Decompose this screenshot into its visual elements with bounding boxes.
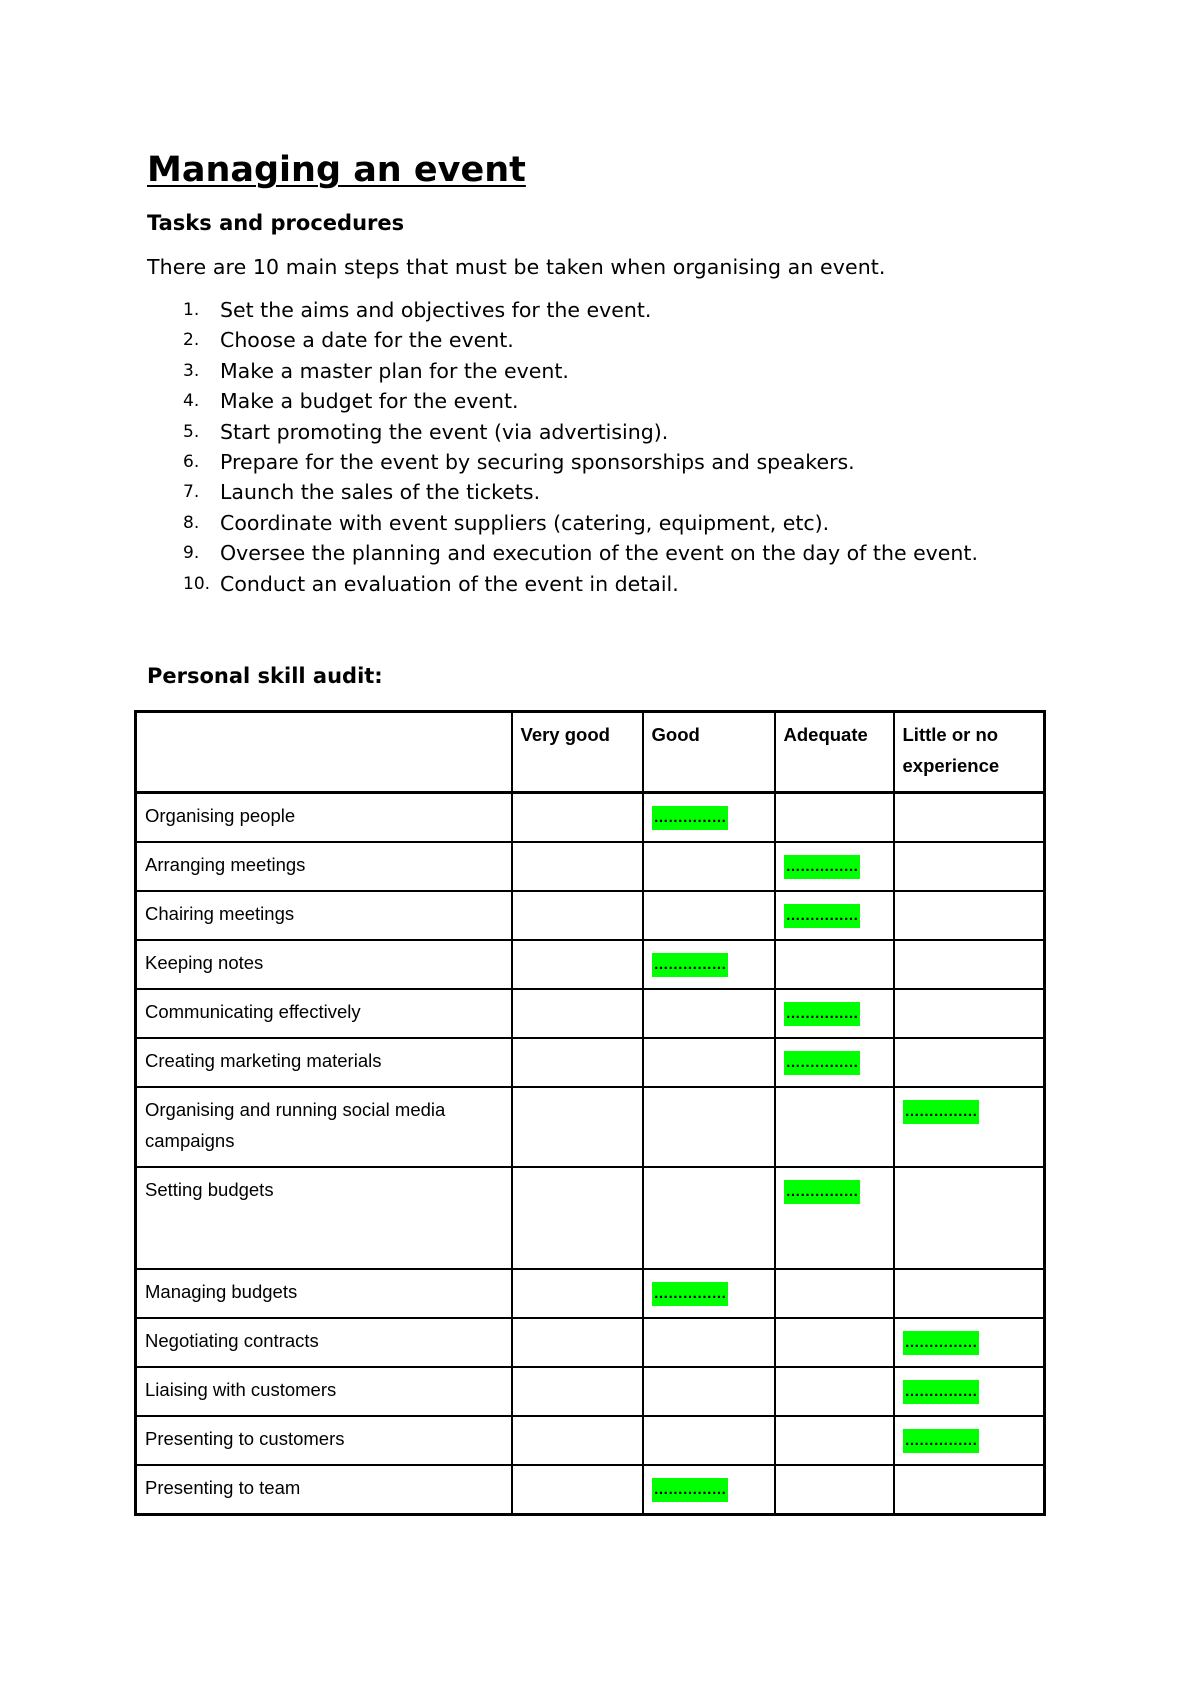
table-row: [136, 1367, 1045, 1416]
step-text: Prepare for the event by securing sponsorships and speakers.: [220, 449, 855, 474]
rating-cell-little-or-no-experience[interactable]: [894, 793, 1045, 843]
rating-cell-little-or-no-experience[interactable]: [894, 1269, 1045, 1318]
table-row: [136, 1167, 1045, 1269]
rating-cell-good[interactable]: [643, 891, 775, 940]
list-item: [147, 356, 1067, 386]
list-item: [147, 538, 1067, 568]
table-row: [136, 940, 1045, 989]
rating-cell-good[interactable]: [643, 940, 775, 989]
rating-cell-little-or-no-experience[interactable]: [894, 989, 1045, 1038]
rating-cell-good[interactable]: [643, 1367, 775, 1416]
skill-cell: Presenting to team: [136, 1465, 512, 1515]
header-skill: [136, 712, 512, 793]
rating-cell-very-good[interactable]: [512, 1416, 643, 1465]
rating-cell-good[interactable]: [643, 1416, 775, 1465]
table-row: [136, 1416, 1045, 1465]
table-row: [136, 891, 1045, 940]
step-text: Coordinate with event suppliers (catering, equipment, etc).: [220, 510, 830, 535]
section-heading: Tasks and procedures: [147, 211, 405, 235]
header-adequate: Adequate: [775, 712, 894, 793]
rating-mark: ……………: [784, 1180, 861, 1204]
rating-mark: ……………: [652, 953, 729, 977]
rating-cell-good[interactable]: [643, 842, 775, 891]
rating-cell-adequate[interactable]: [775, 1038, 894, 1087]
rating-cell-very-good[interactable]: [512, 891, 643, 940]
table-row: [136, 1038, 1045, 1087]
step-text: Set the aims and objectives for the event.: [220, 298, 652, 322]
rating-cell-very-good[interactable]: [512, 989, 643, 1038]
step-number: 4.: [183, 391, 200, 412]
rating-mark: ……………: [652, 1282, 729, 1306]
rating-cell-little-or-no-experience[interactable]: [894, 1087, 1045, 1167]
rating-cell-adequate[interactable]: [775, 1318, 894, 1367]
skill-audit-table: [134, 710, 1046, 1516]
rating-cell-very-good[interactable]: [512, 793, 643, 843]
rating-mark: ……………: [784, 1002, 861, 1026]
rating-cell-very-good[interactable]: [512, 1087, 643, 1167]
rating-cell-adequate[interactable]: [775, 1367, 894, 1416]
list-item: [147, 295, 1067, 325]
rating-cell-little-or-no-experience[interactable]: [894, 1038, 1045, 1087]
rating-cell-little-or-no-experience[interactable]: [894, 891, 1045, 940]
skill-cell: Setting budgets: [136, 1167, 512, 1269]
rating-mark: ……………: [784, 855, 861, 879]
rating-mark: ……………: [903, 1380, 980, 1404]
rating-cell-adequate[interactable]: [775, 842, 894, 891]
rating-cell-adequate[interactable]: [775, 891, 894, 940]
list-item: [147, 447, 1067, 477]
rating-mark: ……………: [903, 1100, 980, 1124]
rating-cell-very-good[interactable]: [512, 1367, 643, 1416]
rating-cell-adequate[interactable]: [775, 793, 894, 843]
rating-cell-very-good[interactable]: [512, 1167, 643, 1269]
step-text: Oversee the planning and execution of the event on the day of the event.: [220, 541, 978, 566]
rating-cell-very-good[interactable]: [512, 940, 643, 989]
skill-cell: Organising and running social media campaigns: [136, 1087, 512, 1167]
step-number: 9.: [183, 543, 200, 564]
rating-cell-good[interactable]: [643, 1087, 775, 1167]
rating-cell-little-or-no-experience[interactable]: [894, 1465, 1045, 1515]
rating-cell-little-or-no-experience[interactable]: [894, 1367, 1045, 1416]
header-good: Good: [643, 712, 775, 793]
list-item: [147, 325, 1067, 355]
rating-cell-very-good[interactable]: [512, 842, 643, 891]
rating-mark: ……………: [903, 1429, 980, 1453]
audit-heading: Personal skill audit:: [147, 663, 383, 688]
rating-cell-adequate[interactable]: [775, 1087, 894, 1167]
step-number: 7.: [183, 482, 200, 503]
skill-cell: Chairing meetings: [136, 891, 512, 940]
rating-cell-good[interactable]: [643, 1167, 775, 1269]
list-item: [147, 386, 1067, 416]
step-text: Choose a date for the event.: [220, 328, 514, 353]
rating-cell-adequate[interactable]: [775, 989, 894, 1038]
rating-cell-little-or-no-experience[interactable]: [894, 1416, 1045, 1465]
table-body: [136, 793, 1045, 1515]
rating-mark: ……………: [784, 1051, 861, 1075]
skill-cell: Negotiating contracts: [136, 1318, 512, 1367]
list-item: [147, 569, 1067, 599]
intro-paragraph: There are 10 main steps that must be taken when organising an event.: [147, 255, 886, 279]
steps-list: [147, 295, 1067, 599]
rating-cell-very-good[interactable]: [512, 1318, 643, 1367]
rating-cell-very-good[interactable]: [512, 1038, 643, 1087]
skill-cell: Communicating effectively: [136, 989, 512, 1038]
rating-cell-very-good[interactable]: [512, 1269, 643, 1318]
table-row: [136, 842, 1045, 891]
step-number: 8.: [183, 512, 200, 533]
rating-cell-adequate[interactable]: [775, 1269, 894, 1318]
step-text: Make a master plan for the event.: [220, 358, 569, 383]
skill-cell: Managing budgets: [136, 1269, 512, 1318]
rating-cell-adequate[interactable]: [775, 1167, 894, 1269]
step-number: 10.: [183, 573, 211, 594]
rating-cell-little-or-no-experience[interactable]: [894, 1318, 1045, 1367]
rating-cell-adequate[interactable]: [775, 940, 894, 989]
rating-cell-good[interactable]: [643, 1318, 775, 1367]
rating-cell-good[interactable]: [643, 793, 775, 843]
step-number: 6.: [183, 451, 200, 472]
step-number: 1.: [183, 300, 200, 320]
skill-cell: Presenting to customers: [136, 1416, 512, 1465]
document-page: [147, 140, 1067, 691]
rating-cell-adequate[interactable]: [775, 1465, 894, 1515]
rating-cell-little-or-no-experience[interactable]: [894, 1167, 1045, 1269]
list-item: [147, 508, 1067, 538]
step-number: 3.: [183, 360, 200, 381]
skill-cell: Creating marketing materials: [136, 1038, 512, 1087]
skill-cell: Liaising with customers: [136, 1367, 512, 1416]
list-item: [147, 477, 1067, 507]
rating-mark: ……………: [652, 806, 729, 830]
document-title: Managing an event: [147, 150, 526, 190]
rating-cell-good[interactable]: [643, 1269, 775, 1318]
step-number: 5.: [183, 421, 200, 442]
skill-cell: Organising people: [136, 793, 512, 843]
skill-cell: Keeping notes: [136, 940, 512, 989]
rating-mark: ……………: [784, 904, 861, 928]
step-text: Make a budget for the event.: [220, 389, 519, 414]
header-very-good: Very good: [512, 712, 643, 793]
rating-cell-little-or-no-experience[interactable]: [894, 940, 1045, 989]
rating-mark: ……………: [652, 1478, 729, 1502]
rating-cell-very-good[interactable]: [512, 1465, 643, 1515]
rating-cell-good[interactable]: [643, 1465, 775, 1515]
step-text: Launch the sales of the tickets.: [220, 480, 541, 505]
step-number: 2.: [183, 330, 200, 351]
rating-cell-good[interactable]: [643, 989, 775, 1038]
list-item: [147, 417, 1067, 447]
table-row: [136, 989, 1045, 1038]
rating-cell-little-or-no-experience[interactable]: [894, 842, 1045, 891]
table-header-row: [136, 712, 1045, 793]
table-row: [136, 1269, 1045, 1318]
step-text: Conduct an evaluation of the event in detail.: [220, 571, 679, 596]
table-row: [136, 1318, 1045, 1367]
step-text: Start promoting the event (via advertising).: [220, 419, 669, 444]
table-row: [136, 1465, 1045, 1515]
rating-mark: ……………: [903, 1331, 980, 1355]
table-row: [136, 1087, 1045, 1167]
rating-cell-adequate[interactable]: [775, 1416, 894, 1465]
table-row: [136, 793, 1045, 843]
skill-cell: Arranging meetings: [136, 842, 512, 891]
rating-cell-good[interactable]: [643, 1038, 775, 1087]
header-little-or-no-experience: Little or no experience: [894, 712, 1045, 793]
